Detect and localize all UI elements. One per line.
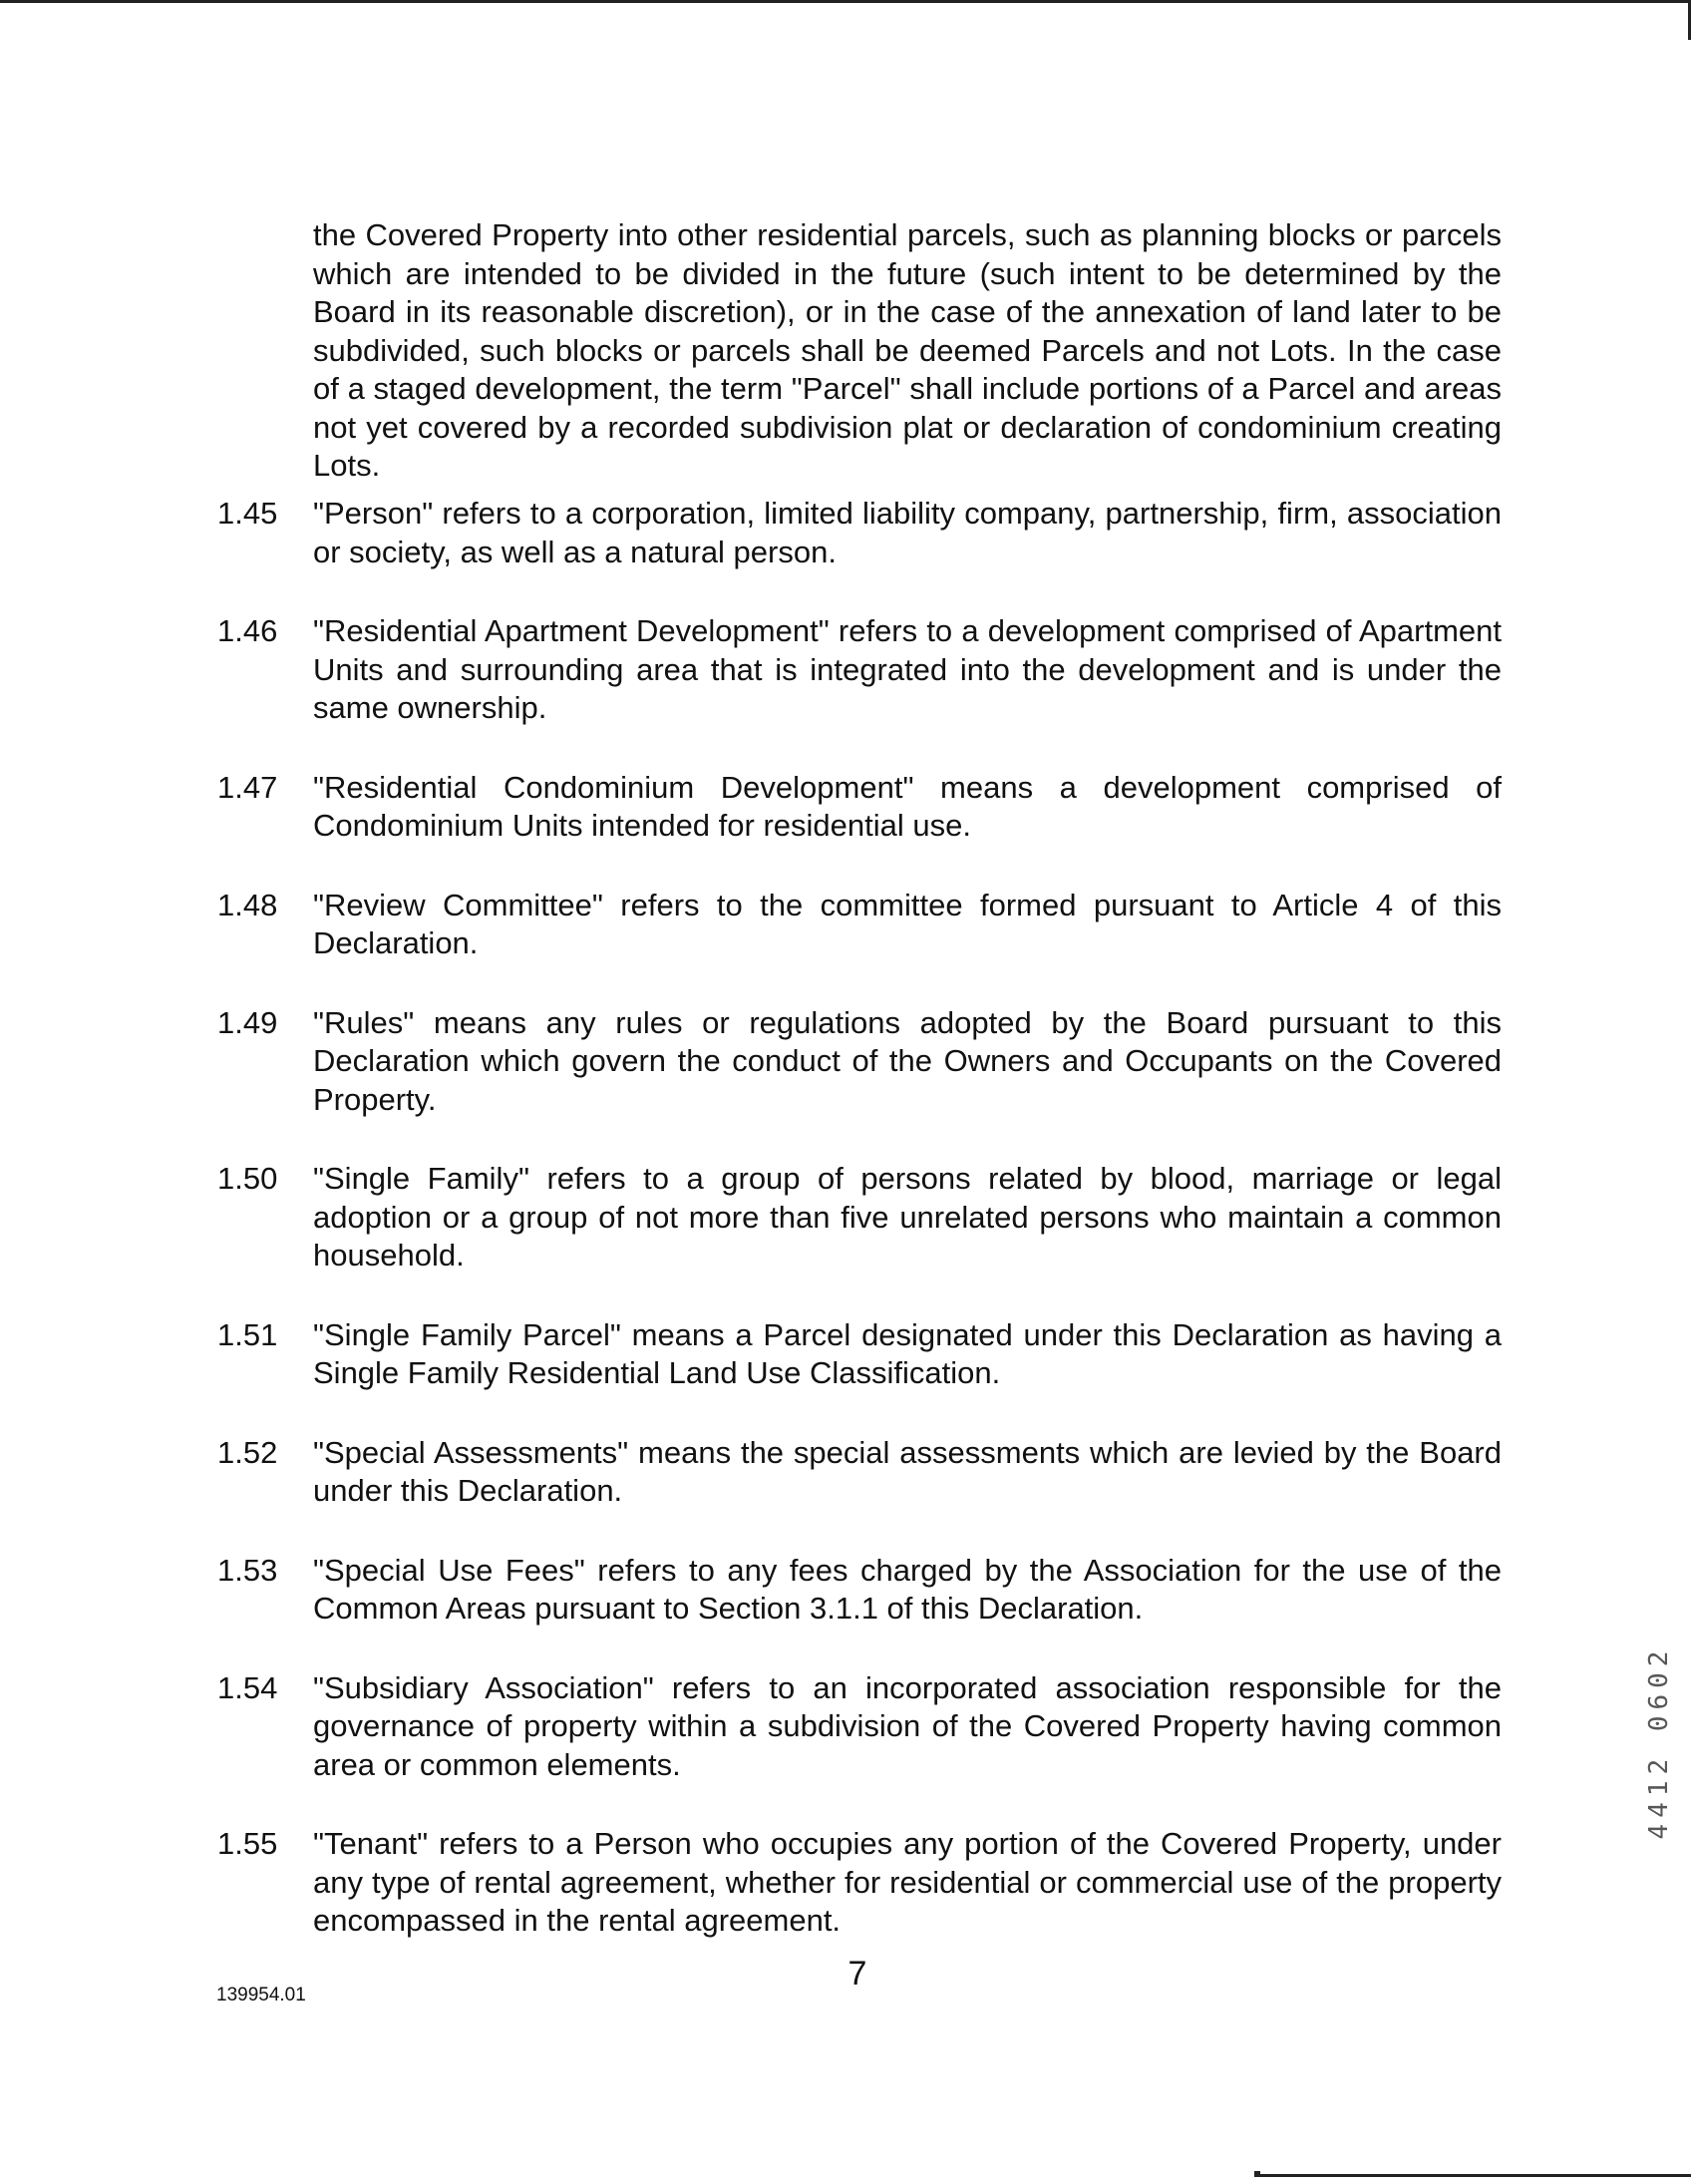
- definition-item: [213, 495, 1502, 571]
- scan-bottom-line: [1258, 2174, 1691, 2177]
- definition-text: "Single Family Parcel" means a Parcel designated under this Declaration as having a Single Family Residential Land Use Classification.: [313, 1316, 1502, 1390]
- definition-item: [213, 769, 1502, 846]
- definition-number: 1.52: [217, 1434, 278, 1470]
- margin-recording-stamp: [1644, 1578, 1674, 1907]
- definition-number: 1.48: [217, 887, 278, 922]
- definition-number: 1.49: [217, 1004, 278, 1040]
- definition-text: "Subsidiary Association" refers to an incorporated association responsible for the governance of property within a subdivision of the Covered Property having common area or common elements.: [313, 1669, 1502, 1782]
- definition-number: 1.55: [217, 1826, 278, 1861]
- definition-text: "Person" refers to a corporation, limited liability company, partnership, firm, association or society, as well as a natural person.: [313, 496, 1502, 569]
- definition-item: [213, 1160, 1502, 1275]
- definition-text: "Review Committee" refers to the committee formed pursuant to Article 4 of this Declaration.: [313, 887, 1502, 960]
- definition-text: "Tenant" refers to a Person who occupies any portion of the Covered Property, under any type of rental agreement, whether for residential or commercial use of the property encompassed in the rental agreement.: [313, 1826, 1502, 1938]
- definition-text: "Residential Condominium Development" means a development comprised of Condominium Units intended for residential use.: [313, 769, 1502, 843]
- definition-number: 1.47: [217, 769, 278, 805]
- definition-number: 1.50: [217, 1161, 278, 1196]
- definition-item: [213, 612, 1502, 728]
- margin-stamp-text: 4412 0602: [1644, 1644, 1674, 1840]
- document-footer-id: 139954.01: [216, 1985, 306, 2005]
- definition-item: [213, 1669, 1502, 1785]
- definition-text: "Single Family" refers to a group of persons related by blood, marriage or legal adoption or a group of not more than five unrelated persons who maintain a common household.: [313, 1161, 1502, 1273]
- definition-number: 1.53: [217, 1552, 278, 1588]
- definition-item: [213, 1004, 1502, 1120]
- intro-paragraph: the Covered Property into other residential parcels, such as planning blocks or parcels which are intended to be divided in the future (such intent to be determined by the Board in its reasonable discretion), or in the case of the annexation of land later to be subdivided, such blocks or parcels shall be deemed Parcels and not Lots. In the case of a staged development, the term "Parcel" shall include portions of a Parcel and areas not yet covered by a recorded subdivision plat or declaration of condominium creating Lots.: [313, 217, 1502, 483]
- definition-item: [213, 1552, 1502, 1629]
- definition-item: [213, 1825, 1502, 1941]
- definition-text: "Special Assessments" means the special assessments which are levied by the Board under this Declaration.: [313, 1434, 1502, 1508]
- definition-text: "Special Use Fees" refers to any fees charged by the Association for the use of the Common Areas pursuant to Section 3.1.1 of this Declaration.: [313, 1552, 1502, 1626]
- definitions-list: [213, 495, 1502, 1982]
- page-number: 7: [847, 1955, 867, 1993]
- definition-number: 1.51: [217, 1316, 278, 1352]
- definition-item: [213, 1434, 1502, 1511]
- definition-number: 1.54: [217, 1669, 278, 1705]
- definition-item: [213, 887, 1502, 963]
- definition-text: "Residential Apartment Development" refers to a development comprised of Apartment Units and surrounding area that is integrated into the development and is under the same ownership.: [313, 613, 1502, 725]
- definition-number: 1.45: [217, 496, 278, 531]
- definition-text: "Rules" means any rules or regulations adopted by the Board pursuant to this Declaration which govern the conduct of the Owners and Occupants on the Covered Property.: [313, 1004, 1502, 1117]
- definition-number: 1.46: [217, 613, 278, 648]
- definition-item: [213, 1316, 1502, 1393]
